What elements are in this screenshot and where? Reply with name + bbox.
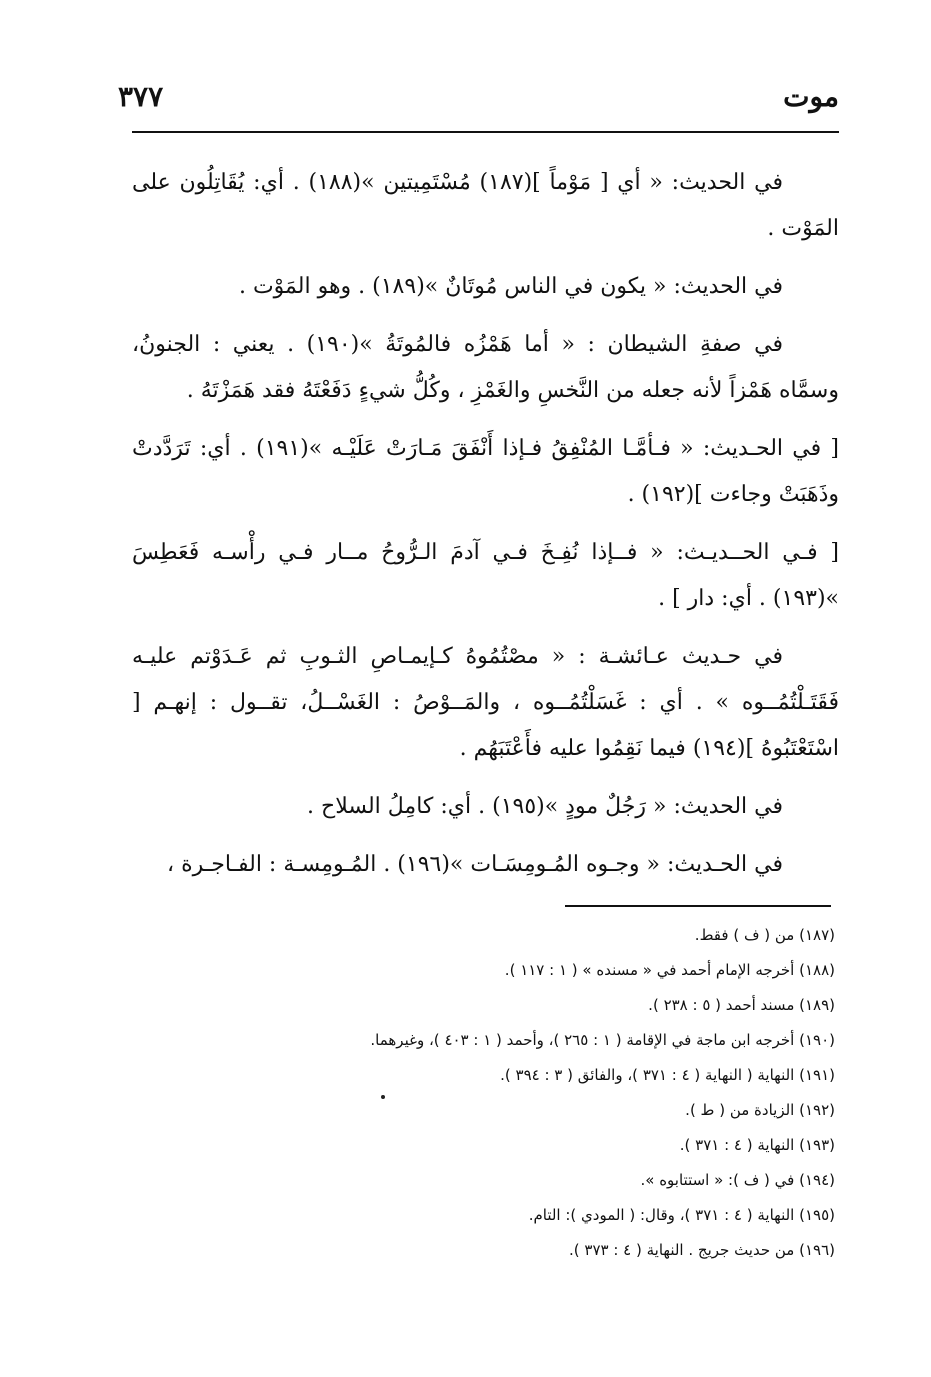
entry-paragraph: في الحديث: « رَجُلٌ مودٍ »(١٩٥) . أي: كامِلُ السلاح . [307,794,783,819]
footnote: (١٨٩) مسند أحمد ( ٥ : ٢٣٨ ). [648,996,835,1014]
header-rule [132,131,839,133]
running-header-title: موت [783,80,839,113]
footnote: (١٩٣) النهاية ( ٤ : ٣٧١ ). [679,1136,835,1154]
footnote: (١٩٥) النهاية ( ٤ : ٣٧١ )، وقال: ( المودي ): التام. [528,1206,835,1224]
footnote: (١٩٢) الزيادة من ( ط ). [685,1101,835,1119]
footnotes [140,918,835,1268]
footnote: (١٩١) النهاية ( النهاية ( ٤ : ٣٧١ )، والفائق ( ٣ : ٣٩٤ ). [500,1066,835,1084]
main-text [132,160,839,900]
page-number: ٣٧٧ [118,80,164,113]
ink-speck [381,1095,385,1099]
footnote-rule [565,905,831,907]
entry-paragraph: في الحديث: « أي [ مَوْماً ](١٨٧) مُسْتَمِيتين »(١٨٨) . أي: يُقَاتِلُون على المَوْت . [132,170,839,241]
footnote: (١٩٠) أخرجه ابن ماجة في الإقامة ( ١ : ٢٦٥ )، وأحمد ( ١ : ٤٠٣ )، وغيرهما. [370,1031,835,1049]
entry-paragraph: في الحـديث: « وجـوه المُـومِسَـات »(١٩٦) . المُـومِسـة : الفـاجـرة ، [167,852,783,877]
footnote: (١٩٤) في ( ف ): « استتابوه ». [640,1171,835,1189]
entry-paragraph: في حـديث عـائشـة : « مصْتُمُوهُ كـإيمـاصِ الثـوبِ ثم عَـدَوْتم عليـه فَقَتَـلْتُمُــوه » . أي : غَسَلْتُمُــوه ، والمَــوْصُ : الغَسْــلُ، تقــول : إنهـم [ اسْتَعْتَبُوهُ ](١٩٤) فيما نَقِمُوا عليه فأَعْتَبَهُم . [132,644,839,761]
entry-paragraph: [ في الحـديث: « فـأمَّـا المُنْفِقُ فـإذا أَنْفَقَ مَـارَتْ عَلَيْـه »(١٩١) . أي: تَرَدَّدتْ وذَهَبَتْ وجاءت ](١٩٢) . [132,436,840,507]
footnote: (١٨٧) من ( ف ) فقط. [694,926,835,944]
entry-paragraph: [ فـي الحــديـث: « فــإذا نُفِـخَ فـي آدمَ الـرُّوحُ مــار فـي رأْسـه فَعَطِسَ »(١٩٣) . أي: دار ] . [132,540,839,611]
footnote: (١٩٦) من حديث جريج . النهاية ( ٤ : ٣٧٣ ). [569,1241,835,1259]
entry-paragraph: في صفةِ الشيطان : « أما هَمْزُه فالمُوتَةُ »(١٩٠) . يعني : الجنونُ، وسمَّاه هَمْزاً لأنه جعله من النَّخسِ والغَمْزِ ، وكُلُّ شيءٍ دَفَعْتَهُ فقد هَمَزْتَهُ . [132,332,839,403]
footnote: (١٨٨) أخرجه الإمام أحمد في « مسنده » ( ١ : ١١٧ ). [504,961,835,979]
entry-paragraph: في الحديث: « يكون في الناس مُوتَانٌ »(١٨٩) . وهو المَوْت . [238,274,783,299]
